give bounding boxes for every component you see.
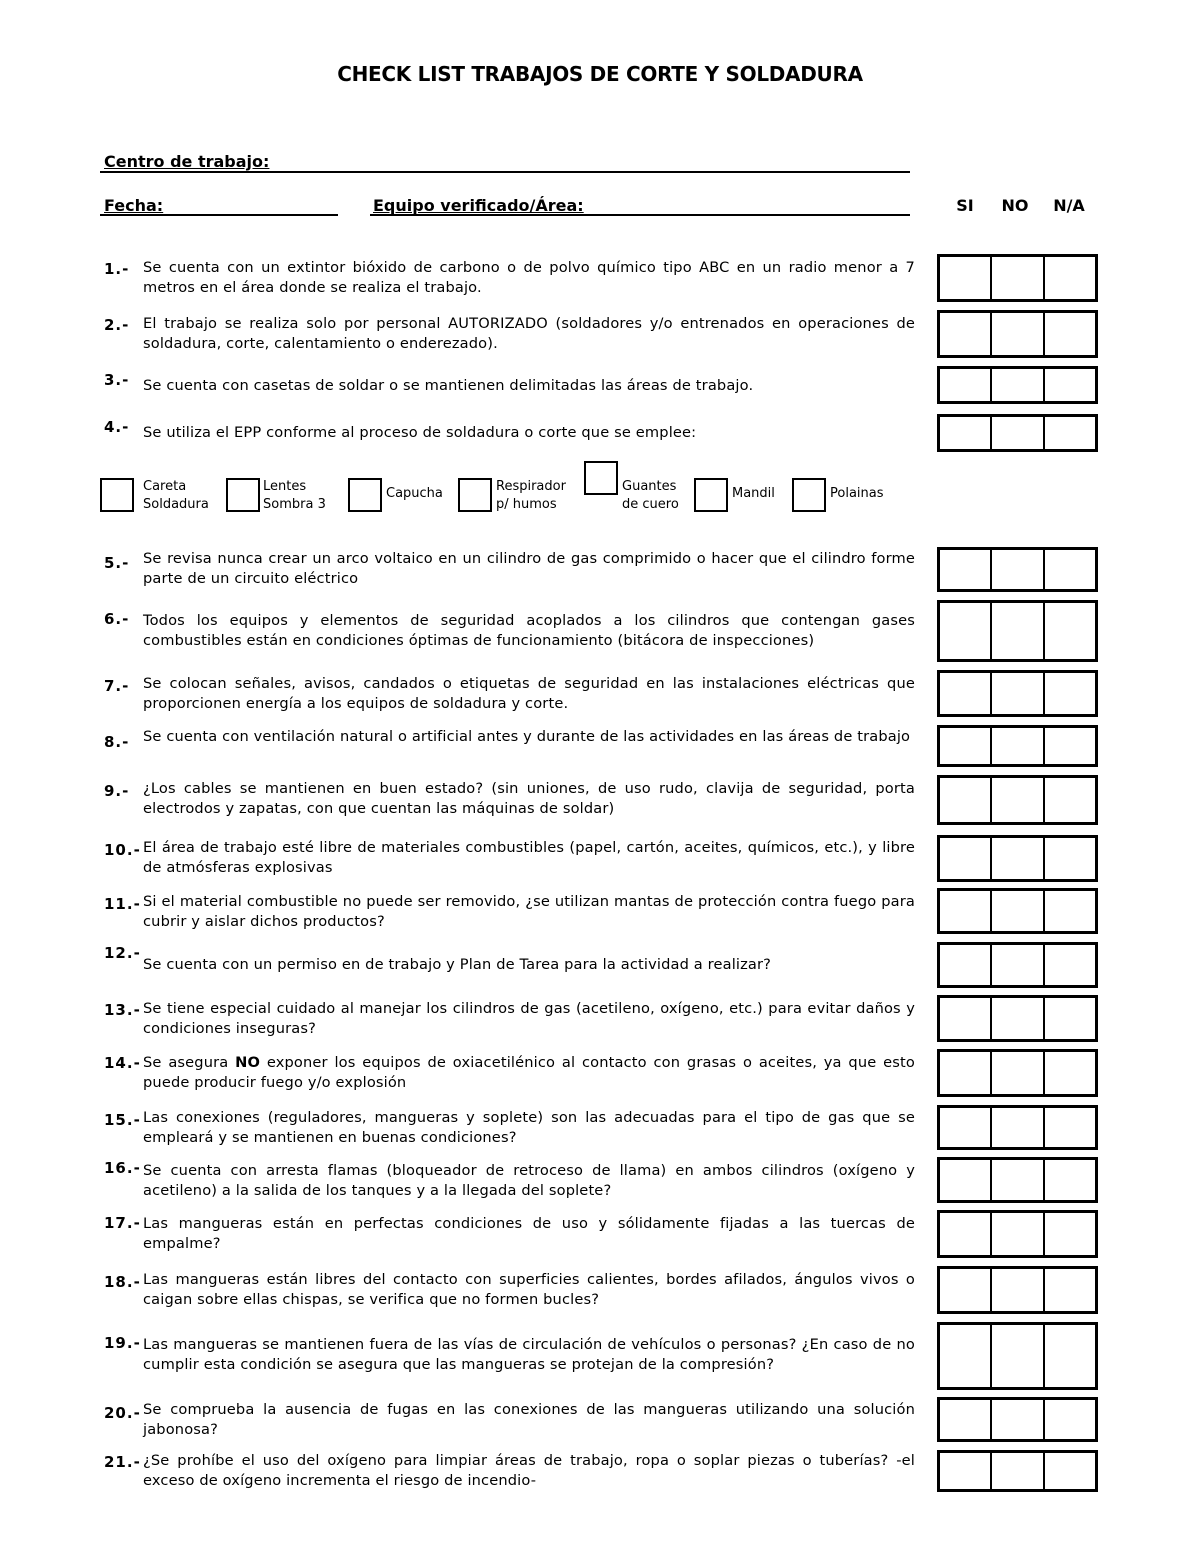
- checkbox-na[interactable]: [1045, 1213, 1095, 1255]
- centro-de-trabajo-label: Centro de trabajo:: [104, 152, 270, 171]
- question-text: Se cuenta con arresta flamas (bloqueador de retroceso de llama) en ambos cilindros (oxígeno y acetileno) a la salida de los tanques y a la llegada del soplete?: [143, 1162, 915, 1199]
- equipo-verificado-label: Equipo verificado/Área:: [373, 196, 584, 215]
- question-text: Se asegura NO exponer los equipos de oxiacetilénico al contacto con grasas o aceites, ya que esto puede producir fuego y/o explosión: [143, 1054, 915, 1091]
- answer-checkbox-row: [937, 1266, 1098, 1314]
- checkbox-no[interactable]: [992, 998, 1044, 1039]
- question-text: Todos los equipos y elementos de seguridad acoplados a los cilindros que contengan gases combustibles están en condiciones óptimas de funcionamiento (bitácora de inspecciones): [143, 612, 915, 649]
- checkbox-si[interactable]: [940, 778, 992, 822]
- epp-checkbox[interactable]: [458, 478, 492, 512]
- epp-checkbox[interactable]: [100, 478, 134, 512]
- question-number: 17.-: [104, 1214, 141, 1232]
- checkbox-si[interactable]: [940, 1108, 992, 1147]
- checkbox-na[interactable]: [1045, 778, 1095, 822]
- answer-checkbox-row: [937, 670, 1098, 717]
- epp-checkbox[interactable]: [694, 478, 728, 512]
- checkbox-si[interactable]: [940, 1453, 992, 1489]
- question-number: 10.-: [104, 841, 141, 859]
- checkbox-na[interactable]: [1045, 728, 1095, 764]
- checkbox-si[interactable]: [940, 728, 992, 764]
- epp-label: Lentes Sombra 3: [263, 479, 326, 512]
- question-number: 6.-: [104, 610, 130, 628]
- equipo-verificado-field[interactable]: [370, 214, 910, 216]
- column-header-no: NO: [1001, 196, 1029, 215]
- answer-checkbox-row: [937, 1450, 1098, 1492]
- checkbox-si[interactable]: [940, 417, 992, 449]
- question-text: Se tiene especial cuidado al manejar los cilindros de gas (acetileno, oxígeno, etc.) para evitar daños y condiciones inseguras?: [143, 1000, 915, 1037]
- epp-label: Polainas: [830, 486, 884, 501]
- checkbox-si[interactable]: [940, 998, 992, 1039]
- checkbox-no[interactable]: [992, 1052, 1044, 1094]
- question-text: Se cuenta con ventilación natural o artificial antes y durante de las actividades en las áreas de trabajo: [143, 728, 911, 745]
- epp-checkbox[interactable]: [584, 461, 618, 495]
- column-header-na: N/A: [1053, 196, 1085, 215]
- answer-checkbox-row: [937, 310, 1098, 358]
- question-text: Se utiliza el EPP conforme al proceso de soldadura o corte que se emplee:: [143, 424, 697, 441]
- answer-checkbox-row: [937, 600, 1098, 662]
- question-text: El área de trabajo esté libre de materiales combustibles (papel, cartón, aceites, químicos, etc.), y libre de atmósferas explosivas: [143, 839, 915, 876]
- question-number: 1.-: [104, 260, 130, 278]
- answer-checkbox-row: [937, 725, 1098, 767]
- checkbox-si[interactable]: [940, 257, 992, 299]
- checkbox-si[interactable]: [940, 603, 992, 659]
- question-number: 8.-: [104, 733, 130, 751]
- checkbox-si[interactable]: [940, 1052, 992, 1094]
- checkbox-na[interactable]: [1045, 257, 1095, 299]
- checkbox-na[interactable]: [1045, 945, 1095, 985]
- fecha-label: Fecha:: [104, 196, 164, 215]
- epp-label: Careta Soldadura: [143, 479, 209, 512]
- answer-checkbox-row: [937, 775, 1098, 825]
- epp-checkbox[interactable]: [348, 478, 382, 512]
- question-number: 14.-: [104, 1054, 141, 1072]
- checkbox-si[interactable]: [940, 313, 992, 355]
- checkbox-na[interactable]: [1045, 998, 1095, 1039]
- checkbox-no[interactable]: [992, 417, 1044, 449]
- checkbox-no[interactable]: [992, 891, 1044, 931]
- question-number: 7.-: [104, 677, 130, 695]
- checkbox-no[interactable]: [992, 673, 1044, 714]
- question-text: ¿Los cables se mantienen en buen estado? (sin uniones, de uso rudo, clavija de seguridad, porta electrodos y zapatas, con que cuentan las máquinas de soldar): [143, 780, 915, 817]
- checkbox-na[interactable]: [1045, 1325, 1095, 1387]
- answer-checkbox-row: [937, 835, 1098, 882]
- checkbox-no[interactable]: [992, 838, 1044, 879]
- epp-checkbox[interactable]: [226, 478, 260, 512]
- checkbox-no[interactable]: [992, 257, 1044, 299]
- checkbox-no[interactable]: [992, 945, 1044, 985]
- question-number: 21.-: [104, 1453, 141, 1471]
- answer-checkbox-row: [937, 254, 1098, 302]
- checkbox-si[interactable]: [940, 891, 992, 931]
- answer-checkbox-row: [937, 366, 1098, 404]
- checkbox-no[interactable]: [992, 1108, 1044, 1147]
- checkbox-no[interactable]: [992, 603, 1044, 659]
- checkbox-no[interactable]: [992, 1453, 1044, 1489]
- question-text: Las conexiones (reguladores, mangueras y soplete) son las adecuadas para el tipo de gas que se empleará y se mantienen en buenas condiciones?: [143, 1109, 915, 1146]
- checkbox-no[interactable]: [992, 1213, 1044, 1255]
- checkbox-na[interactable]: [1045, 1453, 1095, 1489]
- checkbox-si[interactable]: [940, 1269, 992, 1311]
- answer-checkbox-row: [937, 888, 1098, 934]
- answer-checkbox-row: [937, 942, 1098, 988]
- question-text: Se cuenta con un extintor bióxido de carbono o de polvo químico tipo ABC en un radio menor a 7 metros en el área donde se realiza el trabajo.: [143, 259, 915, 296]
- checkbox-na[interactable]: [1045, 1108, 1095, 1147]
- question-number: 12.-: [104, 944, 141, 962]
- answer-checkbox-row: [937, 1157, 1098, 1203]
- checkbox-na[interactable]: [1045, 673, 1095, 714]
- answer-checkbox-row: [937, 1105, 1098, 1150]
- column-header-si: SI: [956, 196, 974, 215]
- question-text: ¿Se prohíbe el uso del oxígeno para limpiar áreas de trabajo, ropa o soplar piezas o tuberías? -el exceso de oxígeno incrementa el riesgo de incendio-: [143, 1452, 915, 1489]
- question-number: 13.-: [104, 1001, 141, 1019]
- question-number: 11.-: [104, 895, 141, 913]
- checkbox-si[interactable]: [940, 369, 992, 401]
- checkbox-na[interactable]: [1045, 550, 1095, 589]
- checkbox-no[interactable]: [992, 1160, 1044, 1200]
- fecha-field[interactable]: [100, 214, 338, 216]
- checkbox-no[interactable]: [992, 1400, 1044, 1439]
- checkbox-si[interactable]: [940, 1213, 992, 1255]
- checkbox-si[interactable]: [940, 838, 992, 879]
- epp-label: Respirador p/ humos: [496, 479, 566, 512]
- answer-checkbox-row: [937, 995, 1098, 1042]
- question-number: 15.-: [104, 1111, 141, 1129]
- question-number: 20.-: [104, 1404, 141, 1422]
- question-number: 16.-: [104, 1159, 141, 1177]
- answer-checkbox-row: [937, 1397, 1098, 1442]
- question-number: 5.-: [104, 554, 130, 572]
- question-text: Se revisa nunca crear un arco voltaico en un cilindro de gas comprimido o hacer que el cilindro forme parte de un circuito eléctrico: [143, 550, 915, 587]
- checkbox-no[interactable]: [992, 550, 1044, 589]
- checkbox-no[interactable]: [992, 1269, 1044, 1311]
- checkbox-na[interactable]: [1045, 891, 1095, 931]
- checkbox-na[interactable]: [1045, 1160, 1095, 1200]
- epp-label: Mandil: [732, 486, 775, 501]
- checkbox-si[interactable]: [940, 1160, 992, 1200]
- answer-checkbox-row: [937, 1049, 1098, 1097]
- question-text: Las mangueras se mantienen fuera de las vías de circulación de vehículos o personas? ¿En caso de no cumplir esta condición se asegura que las mangueras se protejan de la compresión?: [143, 1336, 915, 1373]
- question-number: 19.-: [104, 1334, 141, 1352]
- question-number: 3.-: [104, 371, 130, 389]
- question-text: El trabajo se realiza solo por personal AUTORIZADO (soldadores y/o entrenados en operaciones de soldadura, corte, calentamiento o enderezado).: [143, 315, 915, 352]
- checkbox-na[interactable]: [1045, 1052, 1095, 1094]
- checkbox-na[interactable]: [1045, 603, 1095, 659]
- checkbox-na[interactable]: [1045, 313, 1095, 355]
- checkbox-si[interactable]: [940, 550, 992, 589]
- page-title: CHECK LIST TRABAJOS DE CORTE Y SOLDADURA: [337, 62, 863, 86]
- question-text: Se cuenta con un permiso en de trabajo y Plan de Tarea para la actividad a realizar?: [143, 956, 772, 973]
- checkbox-na[interactable]: [1045, 417, 1095, 449]
- question-text: Se comprueba la ausencia de fugas en las conexiones de las mangueras utilizando una solución jabonosa?: [143, 1401, 915, 1438]
- answer-checkbox-row: [937, 1322, 1098, 1390]
- question-text: Se colocan señales, avisos, candados o etiquetas de seguridad en las instalaciones eléctricas que proporcionen energía a los equipos de soldadura y corte.: [143, 675, 915, 712]
- question-text: Se cuenta con casetas de soldar o se mantienen delimitadas las áreas de trabajo.: [143, 377, 754, 394]
- checkbox-no[interactable]: [992, 313, 1044, 355]
- checkbox-no[interactable]: [992, 369, 1044, 401]
- question-number: 2.-: [104, 316, 130, 334]
- question-text: Las mangueras están libres del contacto con superficies calientes, bordes afilados, ángulos vivos o caigan sobre ellas chispas, se verifica que no formen bucles?: [143, 1271, 915, 1308]
- checkbox-no[interactable]: [992, 728, 1044, 764]
- answer-checkbox-row: [937, 1210, 1098, 1258]
- checkbox-si[interactable]: [940, 1400, 992, 1439]
- answer-checkbox-row: [937, 547, 1098, 592]
- checkbox-no[interactable]: [992, 1325, 1044, 1387]
- checkbox-na[interactable]: [1045, 369, 1095, 401]
- question-text: Las mangueras están en perfectas condiciones de uso y sólidamente fijadas a las tuercas de empalme?: [143, 1215, 915, 1252]
- centro-de-trabajo-field[interactable]: [100, 171, 910, 173]
- checkbox-si[interactable]: [940, 945, 992, 985]
- checkbox-na[interactable]: [1045, 1400, 1095, 1439]
- epp-label: Capucha: [386, 486, 443, 501]
- question-text: Si el material combustible no puede ser removido, ¿se utilizan mantas de protección contra fuego para cubrir y aislar dichos productos?: [143, 893, 915, 930]
- answer-checkbox-row: [937, 414, 1098, 452]
- question-number: 4.-: [104, 418, 130, 436]
- checkbox-si[interactable]: [940, 1325, 992, 1387]
- epp-checkbox[interactable]: [792, 478, 826, 512]
- question-number: 9.-: [104, 782, 130, 800]
- epp-label: Guantes de cuero: [622, 479, 679, 512]
- checkbox-na[interactable]: [1045, 1269, 1095, 1311]
- checkbox-na[interactable]: [1045, 838, 1095, 879]
- question-number: 18.-: [104, 1273, 141, 1291]
- checkbox-si[interactable]: [940, 673, 992, 714]
- checkbox-no[interactable]: [992, 778, 1044, 822]
